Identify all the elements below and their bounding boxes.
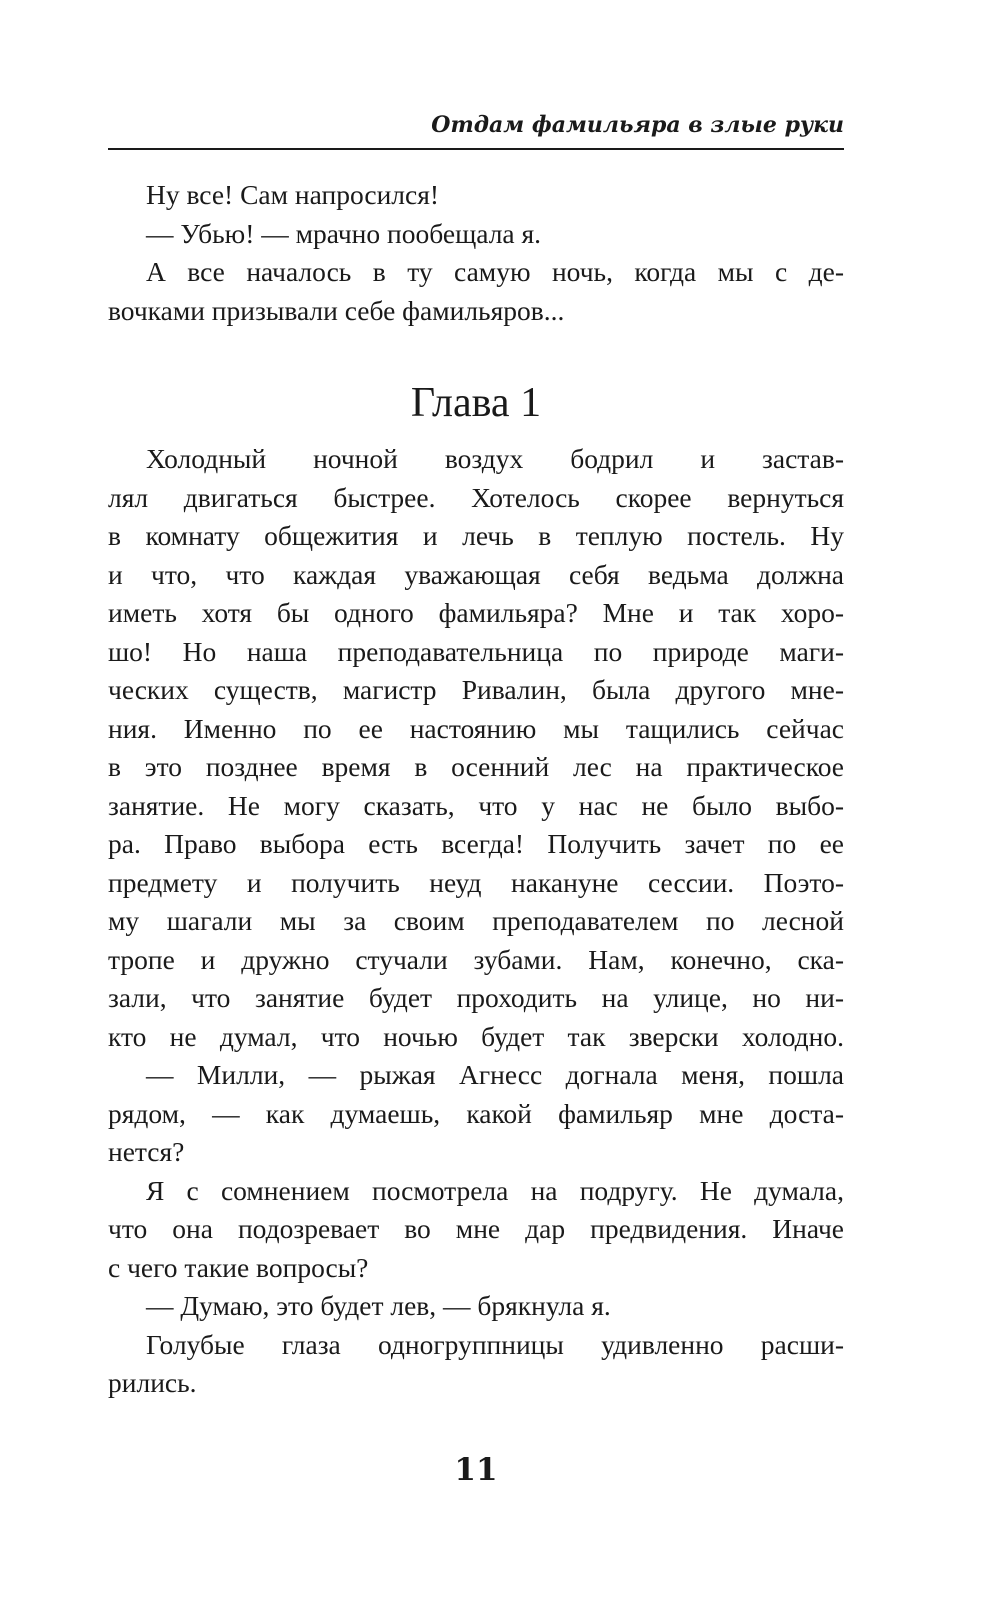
text-line: и что, что каждая уважающая себя ведьма должна — [108, 558, 844, 590]
text-line: — Думаю, это будет лев, — брякнула я. — [146, 1290, 611, 1321]
text-line: Ну все! Сам напросился! — [146, 179, 440, 210]
text-line: шо! Но наша преподавательница по природе маги- — [108, 635, 844, 667]
text-line: лял двигаться быстрее. Хотелось скорее вернуться — [108, 481, 844, 513]
text-line: кто не думал, что ночью будет так зверски холодно. — [108, 1020, 844, 1052]
text-line: рядом, — как думаешь, какой фамильяр мне доста- — [108, 1097, 844, 1129]
text-line: ческих существ, магистр Ривалин, была другого мне- — [108, 674, 844, 705]
text-line: зали, что занятие будет проходить на улице, но ни- — [108, 982, 844, 1013]
text-line: — Убью! — мрачно пообещала я. — [146, 217, 542, 249]
text-line: Я с сомнением посмотрела на подругу. Не думала, — [146, 1174, 844, 1206]
text-line: иметь хотя бы одного фамильяра? Мне и так хоро- — [108, 597, 844, 628]
text-line: — Милли, — рыжая Агнесс догнала меня, пошла — [146, 1059, 844, 1090]
text-line: му шагали мы за своим преподавателем по лесной — [108, 905, 844, 936]
text-line: рились. — [108, 1367, 197, 1398]
chapter-title: Глава 1 — [410, 380, 542, 426]
text-line: что она подозревает во мне дар предвидения. Иначе — [108, 1213, 844, 1244]
text-line: тропе и дружно стучали зубами. Нам, конечно, ска- — [108, 943, 844, 975]
text-line: с чего такие вопросы? — [108, 1251, 369, 1283]
page-number: 11 — [454, 1452, 498, 1488]
text-line: ния. Именно по ее настоянию мы тащились сейчас — [108, 712, 844, 744]
text-line: нется? — [108, 1136, 185, 1167]
text-line: Холодный ночной воздух бодрил и застав- — [146, 443, 844, 474]
text-line: в комнату общежития и лечь в теплую постель. Ну — [108, 520, 844, 551]
running-header: Отдам фамильяра в злые руки — [431, 112, 844, 138]
text-line: в это позднее время в осенний лес на практическое — [108, 751, 844, 782]
intro-text — [108, 176, 844, 330]
text-line: предмету и получить неуд накануне сессии. Поэто- — [108, 866, 844, 898]
text-line: Голубые глаза одногруппницы удивленно расши- — [146, 1328, 844, 1360]
text-line: вочками призывали себе фамильяров... — [108, 294, 565, 326]
text-line: А все началось в ту самую ночь, когда мы с де- — [146, 256, 844, 287]
header-rule — [108, 148, 844, 150]
chapter-body-text — [108, 440, 844, 1403]
text-line: ра. Право выбора есть всегда! Получить зачет по ее — [108, 828, 844, 859]
text-line: занятие. Не могу сказать, что у нас не было выбо- — [108, 789, 844, 821]
